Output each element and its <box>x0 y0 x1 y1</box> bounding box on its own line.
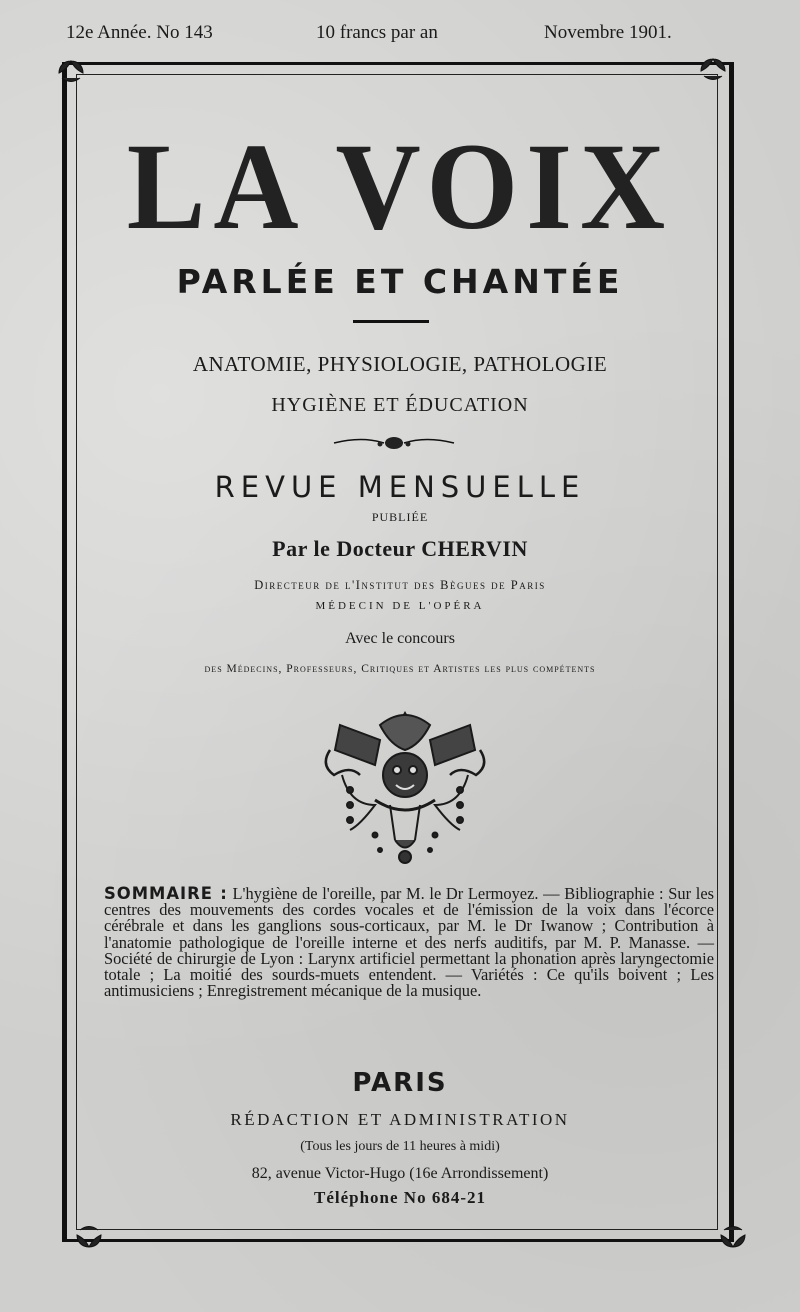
director-line: Directeur de l'Institut des Bègues de Paris <box>254 578 546 592</box>
corner-ornament-icon <box>74 1220 104 1250</box>
contents-summary <box>104 886 714 999</box>
publiee-label: PUBLIÉE <box>371 510 429 524</box>
telephone-number: Téléphone No 684-21 <box>314 1188 486 1207</box>
corner-ornament-icon <box>56 58 86 88</box>
journal-title: LA VOIX <box>126 117 674 256</box>
subscription-price: 10 francs par an <box>316 22 438 43</box>
city-heading: PARIS <box>352 1068 448 1098</box>
corner-ornament-icon <box>698 56 728 86</box>
collaboration-line: Avec le concours <box>345 630 455 647</box>
journal-subtitle: PARLÉE ET CHANTÉE <box>176 262 624 301</box>
summary-text: L'hygiène de l'oreille, par M. le Dr Lermoyez. — Bibliographie : Sur les centres des mouvements des cordes vocales et de l'émission de la voix dans l'écorce cérébrale et dans les ganglions sous-corticaux, par M. le Dr Iwanow ; Contribution à l'anatomie pathologique de l'oreille interne et des nerfs auditifs, par M. P. Manasse. — Société de chirurgie de Lyon : Larynx artificiel permettant la phonation après laryngectomie totale ; La moitié des sourds-muets entendent. — Variétés : Ce qu'ils boivent ; Les antimusiciens ; Enregistrement mécanique de la musique. <box>104 884 714 1001</box>
editor-line: Par le Docteur CHERVIN <box>272 536 528 561</box>
issue-number: 12e Année. No 143 <box>66 22 213 43</box>
emblem-icon <box>320 705 490 870</box>
corner-ornament-icon <box>718 1220 748 1250</box>
revue-mensuelle: REVUE MENSUELLE <box>214 470 586 504</box>
editorial-office: RÉDACTION ET ADMINISTRATION <box>230 1110 570 1129</box>
contributors-line: des Médecins, Professeurs, Critiques et Artistes les plus compétents <box>204 663 596 675</box>
office-hours: (Tous les jours de 11 heures à midi) <box>300 1139 500 1154</box>
topics-line-2: HYGIÈNE ET ÉDUCATION <box>271 394 529 416</box>
office-address: 82, avenue Victor-Hugo (16e Arrondissement) <box>251 1165 549 1182</box>
opera-physician-line: MÉDECIN DE L'OPÉRA <box>315 600 485 612</box>
summary-label: SOMMAIRE : <box>104 884 228 903</box>
divider-rule <box>353 320 429 323</box>
topics-line-1: ANATOMIE, PHYSIOLOGIE, PATHOLOGIE <box>192 352 608 376</box>
flourish-icon <box>332 434 456 452</box>
masthead-line <box>0 22 800 52</box>
issue-date: Novembre 1901. <box>544 22 672 43</box>
